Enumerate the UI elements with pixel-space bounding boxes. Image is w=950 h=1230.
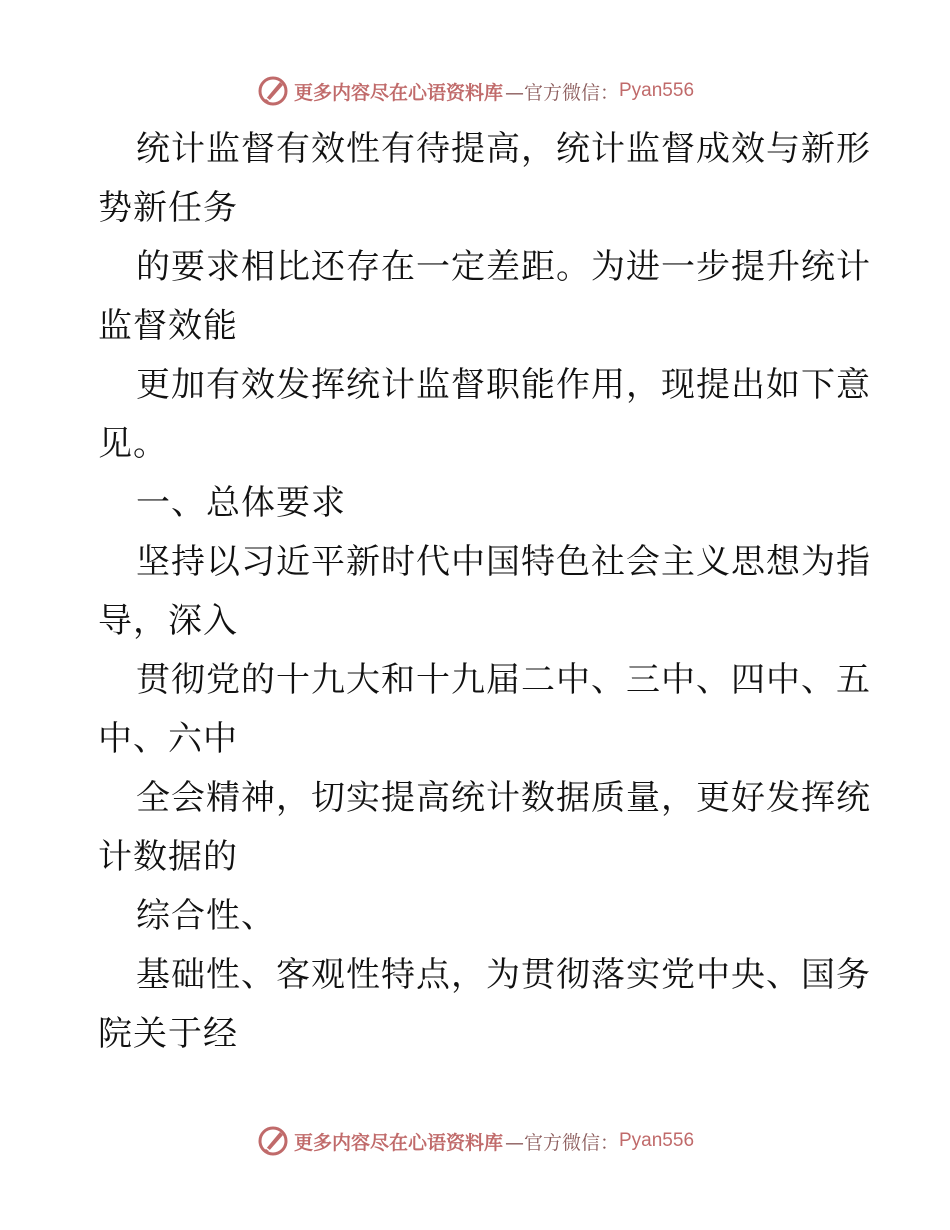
header-banner xyxy=(0,71,950,111)
wechat-label: —官方微信： xyxy=(504,81,619,104)
paragraph-line: 计数据的 xyxy=(98,837,238,877)
paragraph-line: 监督效能 xyxy=(98,306,238,346)
wechat-label: —官方微信： xyxy=(504,1131,619,1154)
paragraph-line: 全会精神，切实提高统计数据质量，更好发挥统 xyxy=(136,778,871,818)
wechat-id: Pyan556 xyxy=(619,1130,695,1151)
paragraph-line: 更加有效发挥统计监督职能作用，现提出如下意 xyxy=(136,365,871,405)
paragraph-line: 综合性、 xyxy=(136,896,276,936)
section-heading: 一、总体要求 xyxy=(136,483,346,523)
paragraph-line: 统计监督有效性有待提高，统计监督成效与新形 xyxy=(136,129,871,169)
paragraph-line: 院关于经 xyxy=(98,1014,238,1054)
paragraph-line: 的要求相比还存在一定差距。为进一步提升统计 xyxy=(136,247,871,287)
wechat-id: Pyan556 xyxy=(619,80,695,101)
paragraph-line: 见。 xyxy=(98,424,168,464)
paragraph-line: 坚持以习近平新时代中国特色社会主义思想为指 xyxy=(136,542,871,582)
site-name: 更多内容尽在心语资料库 xyxy=(293,1131,503,1154)
site-name: 更多内容尽在心语资料库 xyxy=(293,81,503,104)
quill-pen-logo-icon xyxy=(256,74,290,108)
paragraph-line: 中、六中 xyxy=(98,719,238,759)
footer-banner xyxy=(0,1121,950,1161)
paragraph-line: 导，深入 xyxy=(98,601,238,641)
paragraph-line: 贯彻党的十九大和十九届二中、三中、四中、五 xyxy=(136,660,871,700)
paragraph-line: 势新任务 xyxy=(98,188,238,228)
document-body xyxy=(98,120,871,1064)
paragraph-line: 基础性、客观性特点，为贯彻落实党中央、国务 xyxy=(136,955,871,995)
quill-pen-logo-icon xyxy=(256,1124,290,1158)
